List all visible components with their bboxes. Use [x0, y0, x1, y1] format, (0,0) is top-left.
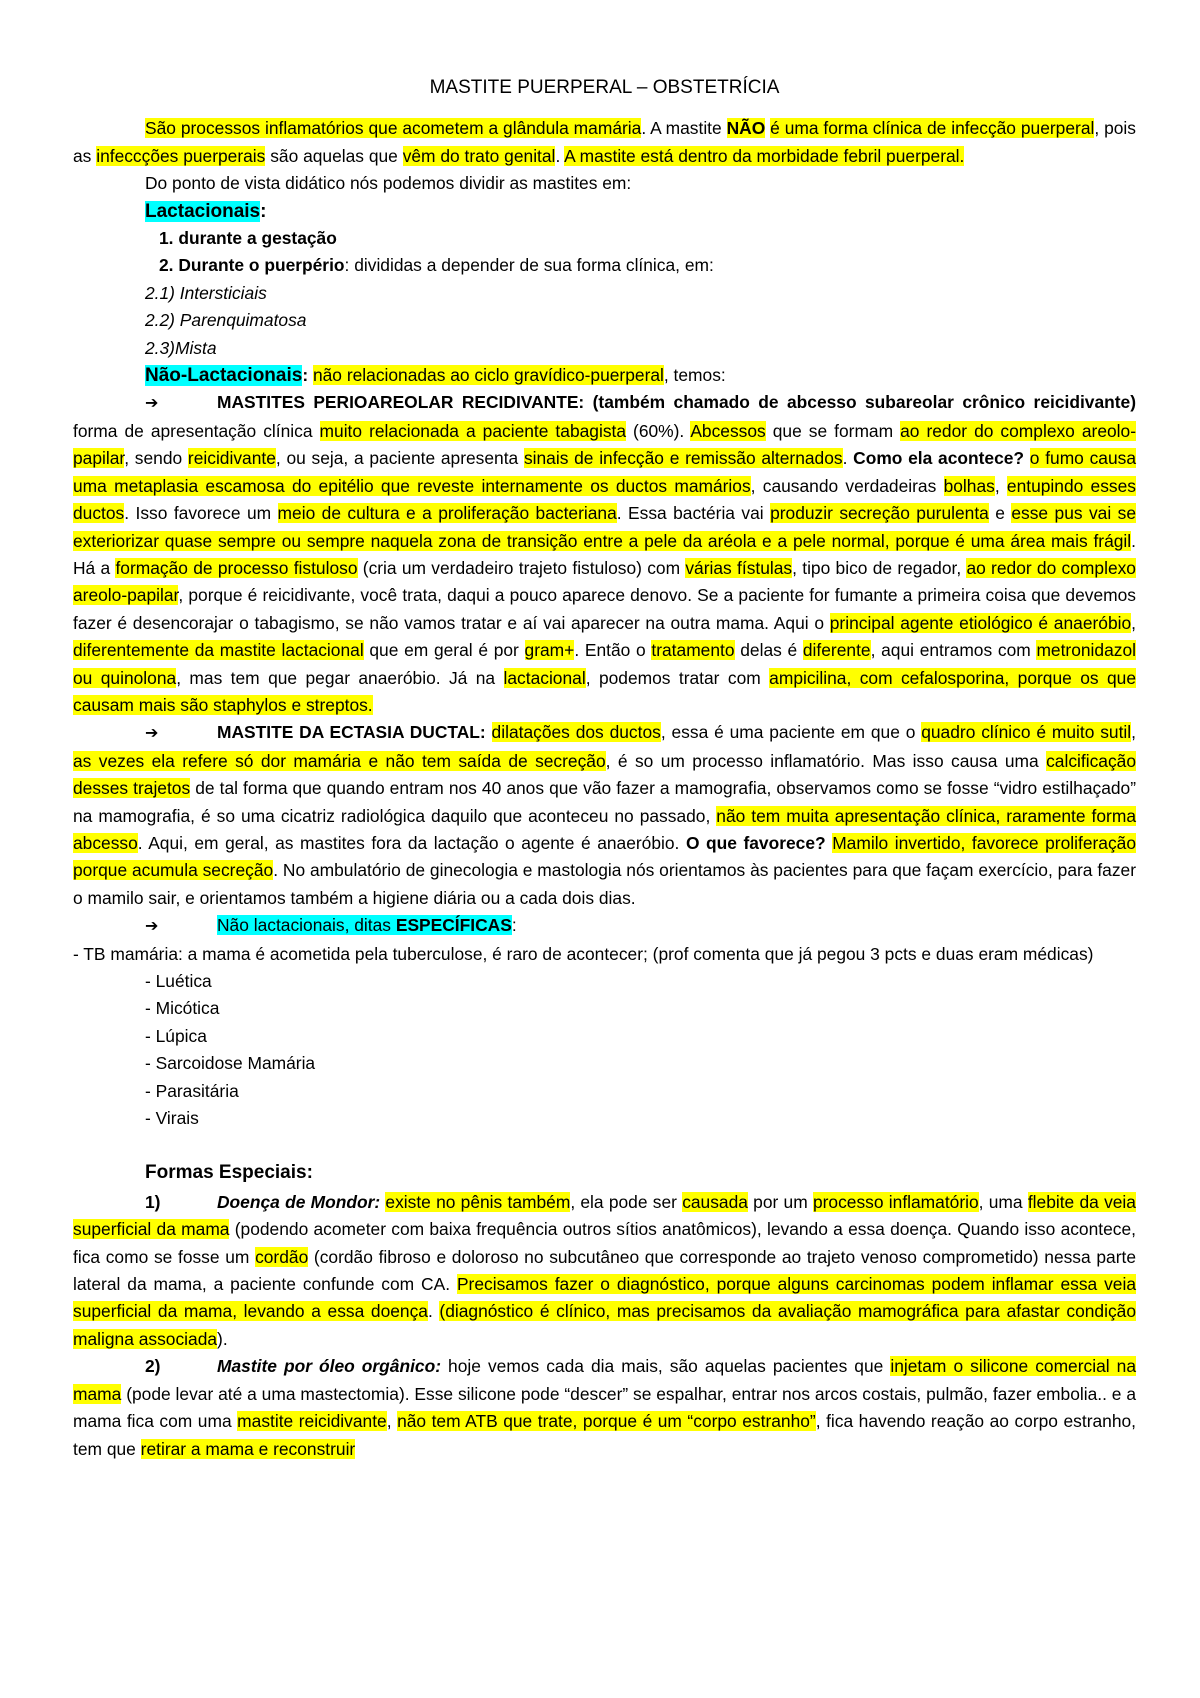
- especificas-list: [73, 968, 1136, 1132]
- lactacionais-item-2: 2. Durante o puerpério: divididas a depender de sua forma clínica, em:: [159, 255, 714, 276]
- oleo-organico-paragraph: 2) Mastite por óleo orgânico: hoje vemos cada dia mais, são aquelas pacientes que injetam o silicone comercial na mama (pode levar até a uma mastectomia). Esse silicone pode “descer” se espalhar, entrar nos arcos costais, pulmão, fazer embolia.. e a mama fica com uma mastite reicidivante, não tem ATB que trate, porque é um “corpo estranho”, fica havendo reação ao corpo estranho, tem que retirar a mama e reconstruir: [73, 1356, 1137, 1459]
- right-arrow-icon: ➔: [145, 918, 159, 936]
- list-item: - Sarcoidose Mamária: [145, 1053, 316, 1074]
- perioareolar-paragraph: ➔ MASTITES PERIOAREOLAR RECIDIVANTE: (também chamado de abcesso subareolar crônico reicidivante) forma de apresentação clínica muito relacionada a paciente tabagista (60%). Abcessos que se formam ao redor do complexo areolo-papilar, sendo reicidivante, ou seja, a paciente apresenta sinais de infecção e remissão alternados. Como ela acontece? o fumo causa uma metaplasia escamosa do epitélio que reveste internamente os ductos mamários, causando verdadeiras bolhas, entupindo esses ductos. Isso favorece um meio de cultura e a proliferação bacteriana. Essa bactéria vai produzir secreção purulenta e esse pus vai se exteriorizar quase sempre ou sempre naquela zona de transição entre a pele da aréola e a pele normal, porque é uma área mais frágil. Há a formação de processo fistuloso (cria um verdadeiro trajeto fistuloso) com várias fístulas, tipo bico de regador, ao redor do complexo areolo-papilar, porque é reicidivante, você trata, daqui a pouco aparece denovo. Se a paciente for fumante a primeira coisa que devemos fazer é desencorajar o tabagismo, se não vamos tratar e aí vai aparecer na outra mama. Aqui o principal agente etiológico é anaeróbio, diferentemente da mastite lactacional que em geral é por gram+. Então o tratamento delas é diferente, aqui entramos com metronidazol ou quinolona, mas tem que pegar anaeróbio. Já na lactacional, podemos tratar com ampicilina, com cefalosporina, porque os que causam mais são staphylos e streptos.: [73, 392, 1137, 715]
- lactacionais-heading: Lactacionais:: [145, 200, 267, 222]
- didatico-line: Do ponto de vista didático nós podemos dividir as mastites em:: [145, 173, 632, 194]
- subtype-intersticiais: 2.1) Intersticiais: [145, 282, 267, 303]
- tb-mamaria-item: - TB mamária: a mama é acometida pela tuberculose, é raro de acontecer; (prof comenta que já pegou 3 pcts e duas eram médicas): [73, 943, 1094, 964]
- right-arrow-icon: ➔: [145, 725, 159, 743]
- spacer: [73, 1132, 1136, 1159]
- list-item: - Parasitária: [145, 1080, 239, 1101]
- document-body: [73, 74, 1136, 1463]
- lactacionais-item-1: 1. durante a gestação: [159, 228, 337, 249]
- list-item: - Virais: [145, 1108, 199, 1129]
- especificas-heading: ➔ Não lactacionais, ditas ESPECÍFICAS:: [73, 912, 1136, 940]
- formas-especiais-heading: Formas Especiais:: [145, 1162, 313, 1184]
- page-title: MASTITE PUERPERAL – OBSTETRÍCIA: [429, 77, 780, 98]
- list-item: - Lúpica: [145, 1025, 207, 1046]
- nao-lactacionais-line: Não-Lactacionais: não relacionadas ao ciclo gravídico-puerperal, temos:: [145, 365, 726, 387]
- mondor-paragraph: 1) Doença de Mondor: existe no pênis também, ela pode ser causada por um processo inflamatório, uma flebite da veia superficial da mama (podendo acometer com baixa frequência outros sítios anatômicos), levando a essa doença. Quando isso acontece, fica como se fosse um cordão (cordão fibroso e doloroso no subcutâneo que corresponde ao trajeto venoso comprometido) nessa parte lateral da mama, a paciente confunde com CA. Precisamos fazer o diagnóstico, porque alguns carcinomas podem inflamar essa veia superficial da mama, levando a essa doença. (diagnóstico é clínico, mas precisamos da avaliação mamográfica para afastar condição maligna associada).: [73, 1191, 1136, 1349]
- subtype-parenquimatosa: 2.2) Parenquimatosa: [145, 310, 307, 331]
- ectasia-ductal-paragraph: ➔ MASTITE DA ECTASIA DUCTAL: dilatações dos ductos, essa é uma paciente em que o quadro clínico é muito sutil, as vezes ela refere só dor mamária e não tem saída de secreção, é so um processo inflamatório. Mas isso causa uma calcificação desses trajetos de tal forma que quando entram nos 40 anos que vão fazer a mamografia, observamos como se fosse “vidro estilhaçado” na mamografia, é so uma cicatriz radiológica daquilo que aconteceu no passado, não tem muita apresentação clínica, raramente forma abcesso. Aqui, em geral, as mastites fora da lactação o agente é anaeróbio. O que favorece? Mamilo invertido, favorece proliferação porque acumula secreção. No ambulatório de ginecologia e mastologia nós orientamos às pacientes para que façam exercício, para fazer o mamilo sair, e orientamos também a higiene diária ou a cada dois dias.: [73, 722, 1136, 908]
- intro-paragraph: São processos inflamatórios que acometem a glândula mamária. A mastite NÃO é uma forma clínica de infecção puerperal, pois as infeccções puerperais são aquelas que vêm do trato genital. A mastite está dentro da morbidade febril puerperal.: [73, 118, 1136, 166]
- list-item: - Luética: [145, 971, 212, 991]
- subtype-mista: 2.3)Mista: [145, 337, 217, 358]
- list-item: - Micótica: [145, 998, 220, 1019]
- right-arrow-icon: ➔: [145, 395, 159, 413]
